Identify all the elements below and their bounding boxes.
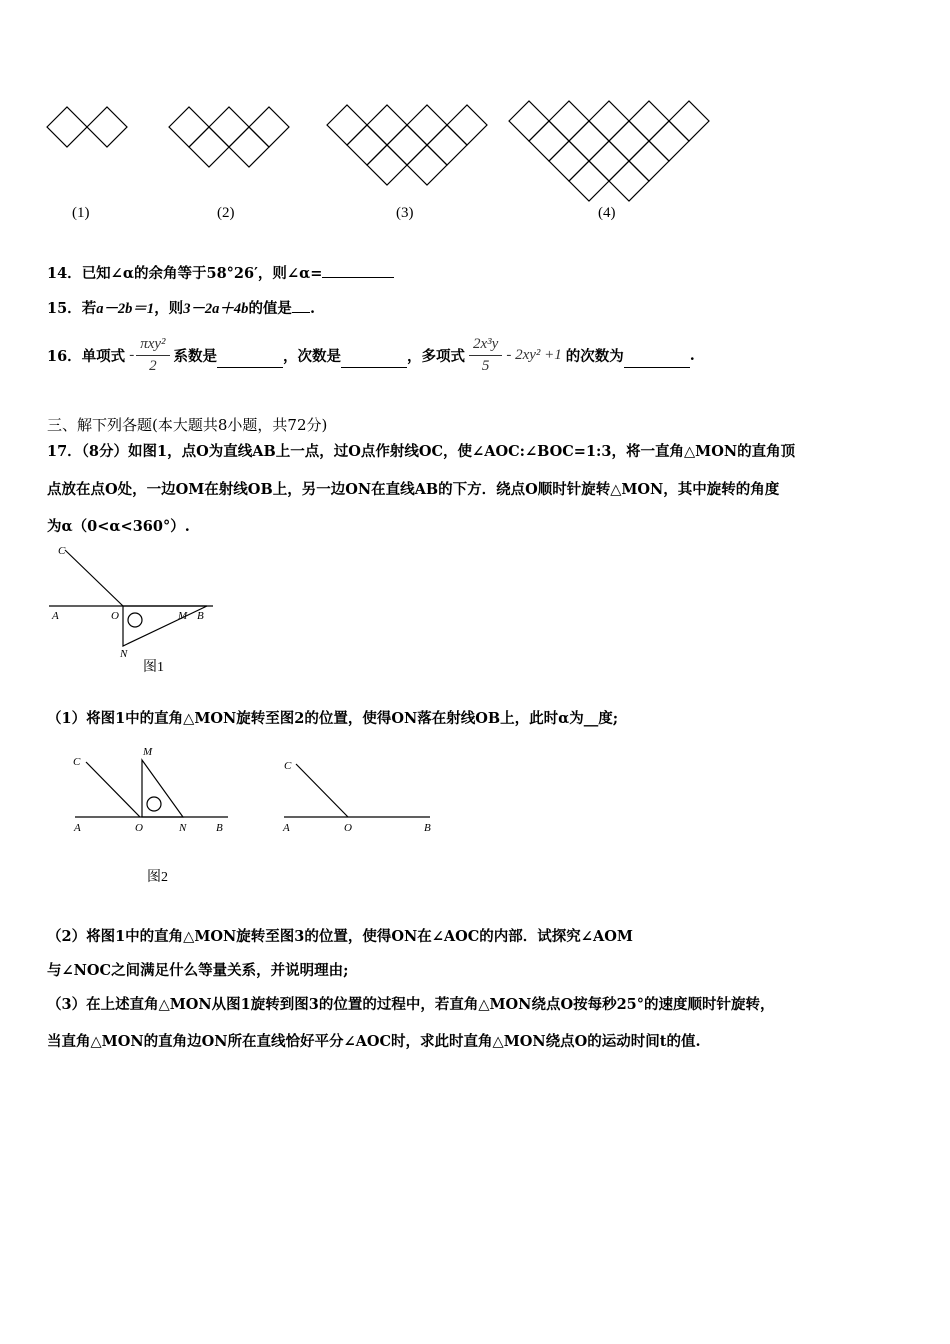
label-B: B bbox=[197, 610, 204, 622]
figure-2-caption: 图2 bbox=[147, 870, 168, 885]
answer-blank bbox=[292, 300, 310, 313]
question-text: 的次数为 bbox=[565, 347, 624, 365]
question-text: 若 bbox=[81, 300, 97, 317]
question-16 bbox=[47, 332, 695, 378]
answer-blank bbox=[624, 355, 690, 368]
polynomial-fraction bbox=[469, 336, 502, 375]
q17-part-1: （1）将图1中的直角△MON旋转至图2的位置，使得ON落在射线OB上，此时α为__度; bbox=[47, 710, 619, 727]
q17-part-2-line-1: （2）将图1中的直角△MON旋转至图3的位置，使得ON在∠AOC的内部．试探究∠AOM bbox=[47, 928, 633, 945]
label-A: A bbox=[283, 822, 290, 834]
pattern-4 bbox=[509, 101, 709, 201]
label-B: B bbox=[216, 822, 223, 834]
monomial-fraction bbox=[136, 336, 169, 375]
math-sign: - bbox=[129, 346, 135, 363]
section-heading: 三、解下列各题(本大题共8小题，共72分) bbox=[47, 416, 328, 434]
pattern-1 bbox=[47, 107, 127, 147]
figure-2-diagram-left bbox=[70, 742, 235, 837]
label-O: O bbox=[135, 822, 143, 834]
fraction-denominator: 5 bbox=[481, 357, 490, 374]
fraction-numerator: 2x³y bbox=[469, 336, 502, 356]
question-number: 14． bbox=[47, 265, 82, 282]
label-B: B bbox=[424, 822, 431, 834]
q17-line-2: 点放在点O处，一边OM在射线OB上，另一边ON在直线AB的下方．绕点O顺时针旋转△MON，其中旋转的角度 bbox=[47, 481, 780, 498]
math-expression: a－2b＝1 bbox=[96, 301, 155, 317]
answer-blank bbox=[341, 355, 407, 368]
question-text: ，次数是 bbox=[283, 347, 342, 365]
label-C: C bbox=[58, 545, 66, 557]
label-O: O bbox=[111, 610, 119, 622]
question-text: 的值是 bbox=[248, 300, 292, 317]
fraction-numerator: πxy² bbox=[136, 336, 169, 356]
question-14 bbox=[47, 262, 394, 283]
figure-1-diagram bbox=[45, 540, 220, 665]
pattern-label-4: (4) bbox=[598, 205, 616, 221]
pattern-label-3: (3) bbox=[396, 205, 414, 221]
label-O: O bbox=[344, 822, 352, 834]
label-N: N bbox=[179, 822, 187, 834]
q17-line-1: 17．（8分）如图1，点O为直线AB上一点，过O点作射线OC，使∠AOC:∠BOC=1:3，将一直角△MON的直角顶 bbox=[47, 443, 796, 460]
question-15 bbox=[47, 297, 315, 318]
answer-blank bbox=[217, 355, 283, 368]
q17-part-2-line-2: 与∠NOC之间满足什么等量关系，并说明理由; bbox=[47, 962, 349, 979]
question-text: 单项式 bbox=[81, 347, 126, 365]
fraction-denominator: 2 bbox=[149, 357, 157, 374]
label-C: C bbox=[284, 760, 292, 772]
math-expression: 3－2a＋4b bbox=[183, 301, 249, 317]
q17-part-3-line-1: （3）在上述直角△MON从图1旋转到图3的位置的过程中，若直角△MON绕点O按每秒25°的速度顺时针旋转， bbox=[47, 996, 775, 1013]
question-text: 已知∠α的余角等于58°26′，则∠α= bbox=[81, 265, 323, 282]
label-N: N bbox=[120, 648, 128, 660]
diamond-pattern-figures bbox=[40, 95, 720, 205]
question-text: ，多项式 bbox=[407, 347, 466, 365]
answer-blank bbox=[322, 265, 394, 278]
question-text: . bbox=[689, 346, 695, 364]
question-number: 16． bbox=[47, 347, 82, 365]
pattern-2 bbox=[169, 107, 289, 167]
pattern-3 bbox=[327, 105, 487, 185]
label-A: A bbox=[74, 822, 81, 834]
question-text: . bbox=[309, 300, 315, 317]
q17-line-3: 为α（0<α<360°）. bbox=[47, 518, 190, 535]
math-expression: - 2xy² +1 bbox=[506, 346, 562, 363]
label-M: M bbox=[143, 746, 153, 758]
question-text: ，则 bbox=[154, 300, 184, 317]
figure-2-diagram-right bbox=[280, 752, 440, 837]
q17-part-3-line-2: 当直角△MON的直角边ON所在直线恰好平分∠AOC时，求此时直角△MON绕点O的运动时间t的值. bbox=[47, 1033, 701, 1050]
pattern-label-1: (1) bbox=[72, 205, 90, 221]
pattern-label-2: (2) bbox=[217, 205, 235, 221]
label-M: M bbox=[178, 610, 188, 622]
label-C: C bbox=[73, 756, 81, 768]
question-text: 系数是 bbox=[173, 347, 218, 365]
figure-1-caption: 图1 bbox=[143, 660, 164, 675]
question-number: 15． bbox=[47, 300, 82, 317]
label-A: A bbox=[52, 610, 59, 622]
